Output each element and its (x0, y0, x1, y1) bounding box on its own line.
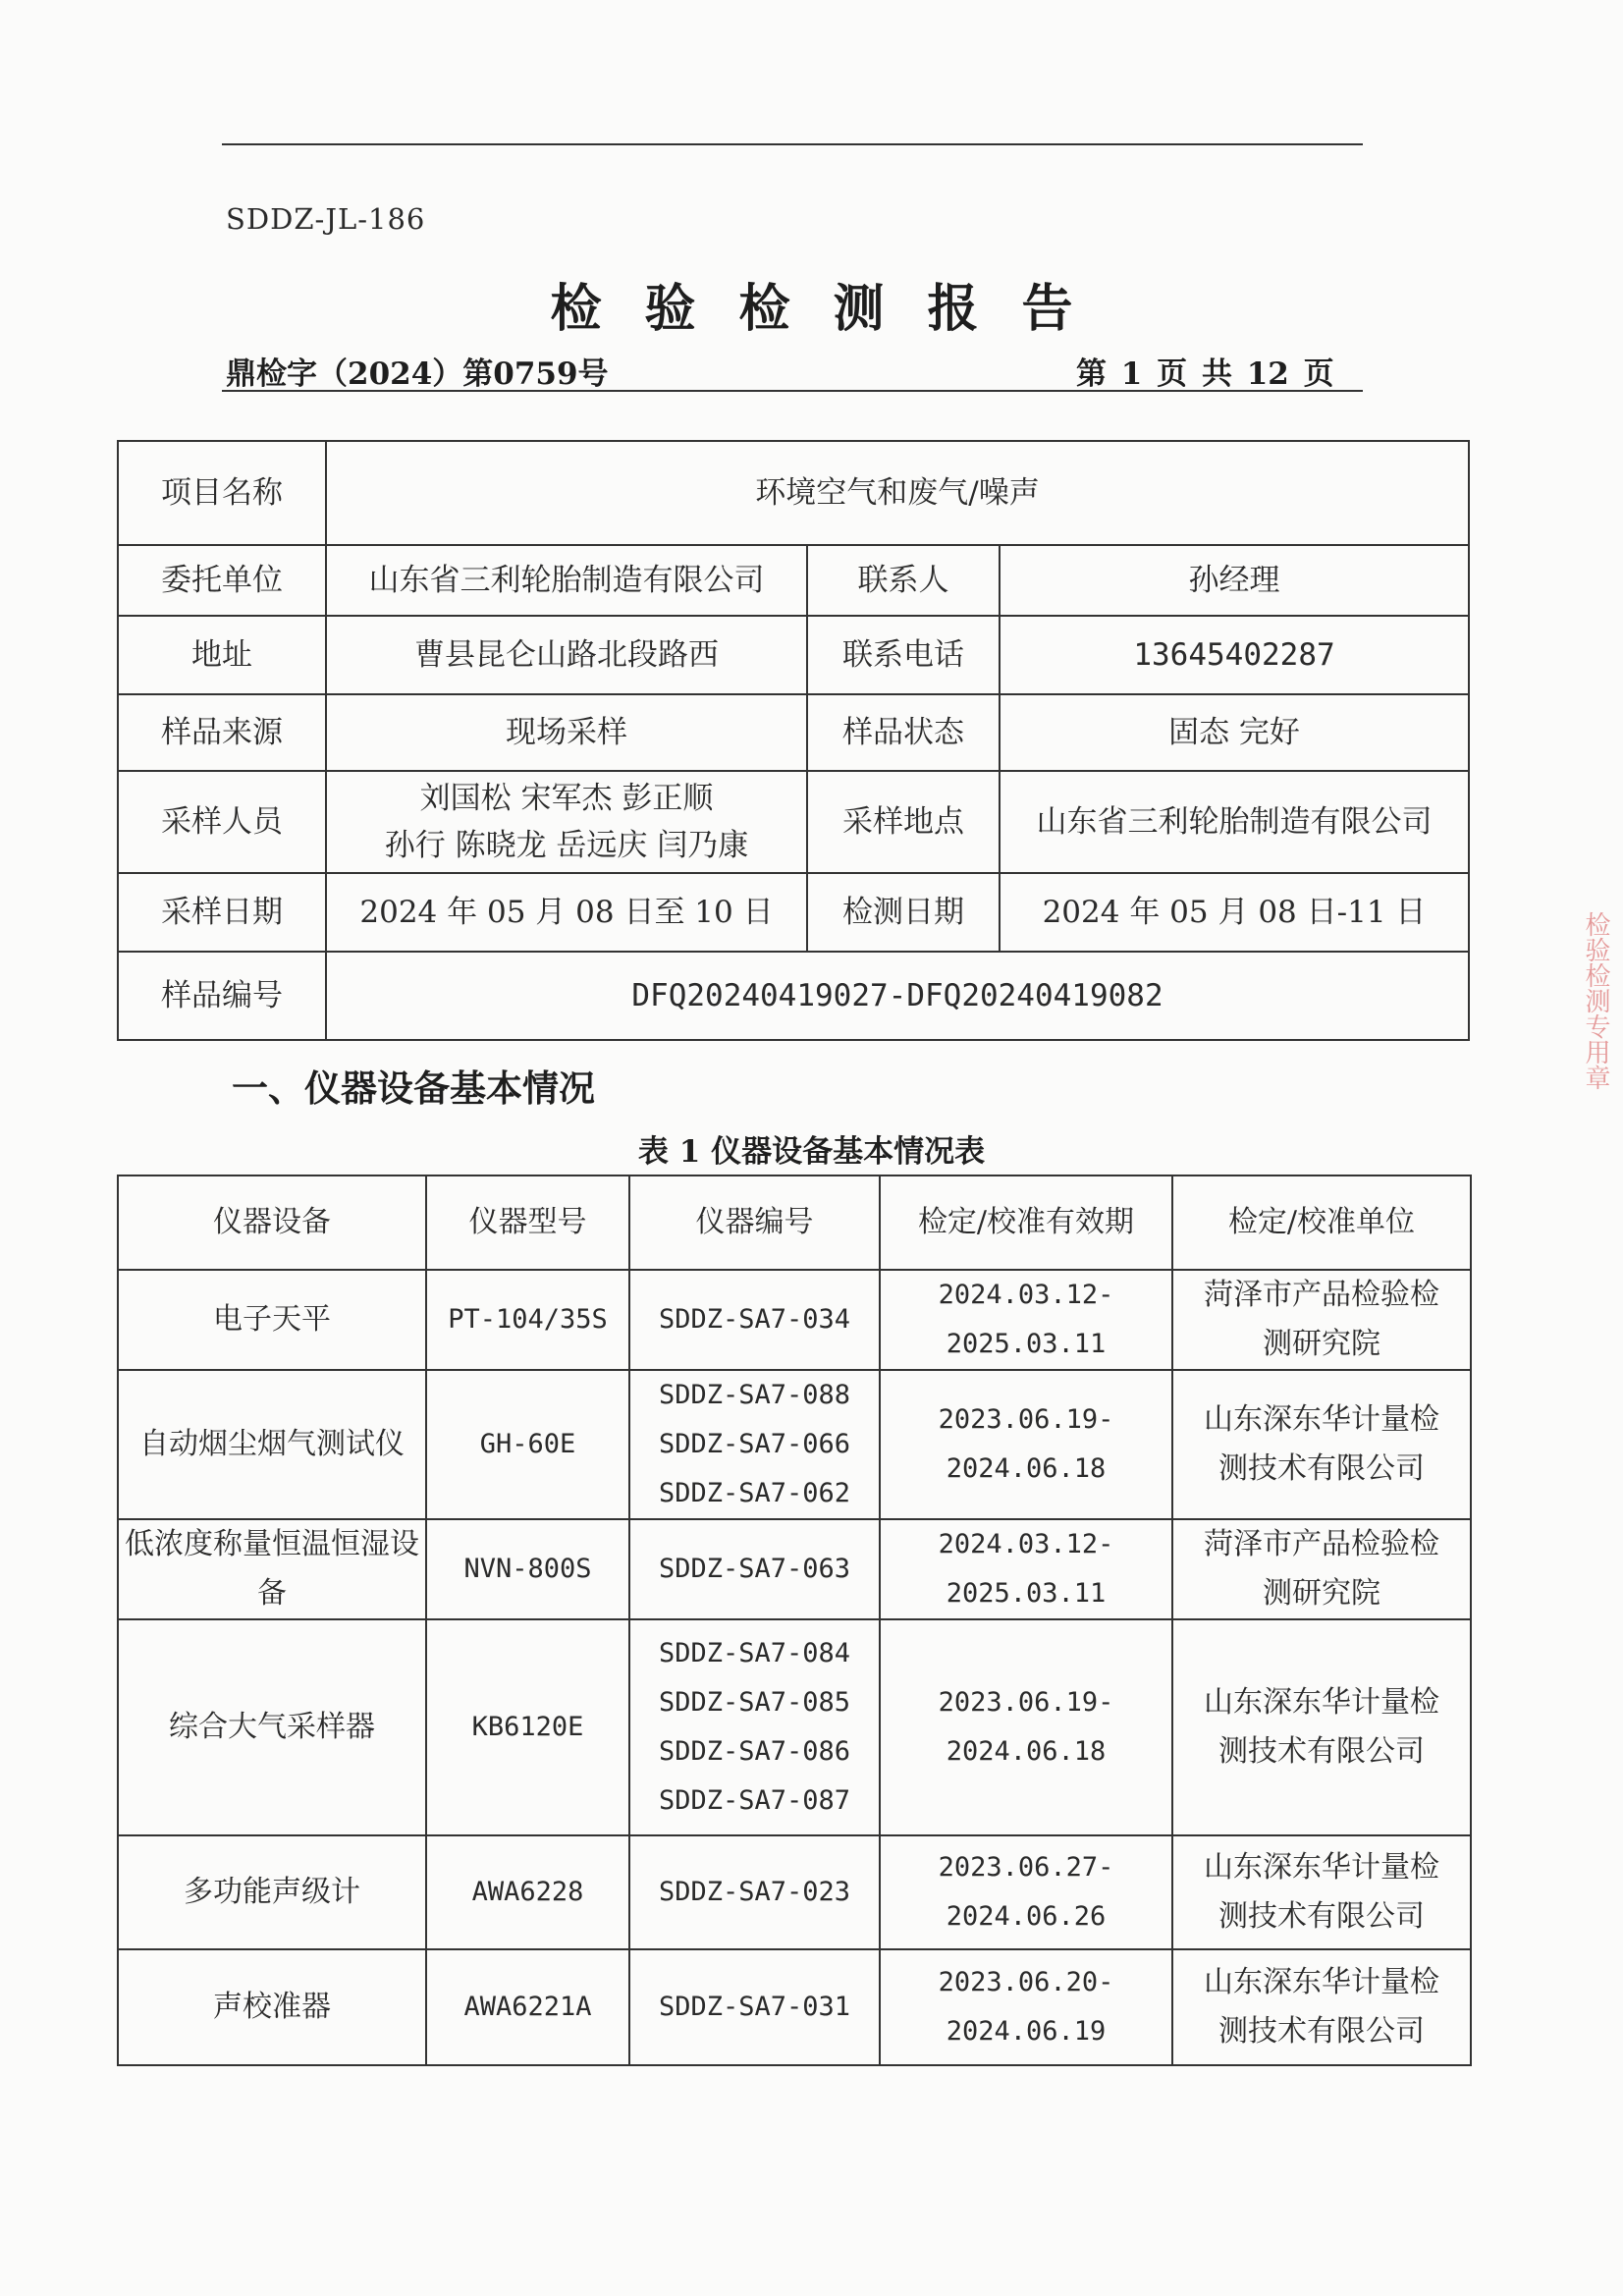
contact-label: 联系人 (807, 545, 1000, 616)
report-title: 检验检测报告 (550, 279, 1116, 339)
phone-label: 联系电话 (807, 616, 1000, 694)
table-row (118, 1835, 1471, 1949)
calibration-unit-line: 测技术有限公司 (1218, 1451, 1425, 1486)
equipment-header-row (118, 1175, 1471, 1270)
header-model: 仪器型号 (426, 1175, 629, 1270)
instrument-serial: SDDZ-SA7-066 (658, 1429, 851, 1459)
header-underline (222, 390, 1363, 392)
report-info-table (117, 440, 1470, 1041)
samplers-line-2: 孙行 陈晓龙 岳远庆 闫乃康 (384, 828, 749, 863)
instrument-serials (629, 1619, 880, 1835)
calibration-unit-line: 菏泽市产品检验检 (1204, 1527, 1439, 1561)
test-date-value: 2024 年 05 月 08 日-11 日 (1000, 873, 1469, 952)
instrument-model: GH-60E (426, 1370, 629, 1519)
address-value: 曹县昆仑山路北段路西 (326, 616, 807, 694)
calibration-unit-line: 测研究院 (1263, 1327, 1380, 1361)
calibration-validity (880, 1519, 1172, 1619)
calibration-unit (1172, 1270, 1471, 1370)
phone-value: 13645402287 (1000, 616, 1469, 694)
sample-source-value: 现场采样 (326, 694, 807, 771)
calibration-unit (1172, 1619, 1471, 1835)
validity-line: 2024.03.12- (938, 1280, 1114, 1310)
calibration-unit-line: 山东深东华计量检 (1204, 1965, 1439, 1999)
instrument-serials (629, 1949, 880, 2065)
instrument-model: AWA6228 (426, 1835, 629, 1949)
table-row (118, 1370, 1471, 1519)
instrument-serial: SDDZ-SA7-087 (658, 1785, 851, 1816)
instrument-serials (629, 1270, 880, 1370)
calibration-validity (880, 1270, 1172, 1370)
instrument-serials (629, 1370, 880, 1519)
calibration-unit-line: 测技术有限公司 (1218, 2014, 1425, 2049)
info-row-address (118, 616, 1469, 694)
info-row-source (118, 694, 1469, 771)
validity-line: 2023.06.19- (938, 1687, 1114, 1718)
document-number: 鼎检字（2024）第0759号 (226, 356, 609, 392)
info-row-client (118, 545, 1469, 616)
calibration-validity (880, 1619, 1172, 1835)
address-label: 地址 (118, 616, 326, 694)
header-calibration-unit: 检定/校准单位 (1172, 1175, 1471, 1270)
instrument-model: AWA6221A (426, 1949, 629, 2065)
instrument-model: PT-104/35S (426, 1270, 629, 1370)
info-row-dates (118, 873, 1469, 952)
calibration-validity (880, 1370, 1172, 1519)
sample-source-label: 样品来源 (118, 694, 326, 771)
instrument-serial: SDDZ-SA7-031 (658, 1992, 851, 2022)
info-row-sample-number (118, 952, 1469, 1040)
validity-line: 2023.06.27- (938, 1852, 1114, 1883)
samplers-line-1: 刘国松 宋军杰 彭正顺 (419, 781, 714, 816)
table-row (118, 1949, 1471, 2065)
instrument-serial: SDDZ-SA7-088 (658, 1380, 851, 1410)
calibration-unit-line: 菏泽市产品检验检 (1204, 1278, 1439, 1312)
header-instrument: 仪器设备 (118, 1175, 426, 1270)
instrument-serial: SDDZ-SA7-085 (658, 1687, 851, 1718)
table-caption: 表 1 仪器设备基本情况表 (637, 1134, 986, 1170)
samplers-label: 采样人员 (118, 771, 326, 873)
calibration-unit-line: 山东深东华计量检 (1204, 1402, 1439, 1437)
instrument-name: 电子天平 (118, 1270, 426, 1370)
project-name-value: 环境空气和废气/噪声 (326, 441, 1469, 545)
instrument-name: 多功能声级计 (118, 1835, 426, 1949)
table-row (118, 1619, 1471, 1835)
calibration-unit-line: 测技术有限公司 (1218, 1899, 1425, 1934)
instrument-serials (629, 1835, 880, 1949)
calibration-unit (1172, 1835, 1471, 1949)
info-row-samplers (118, 771, 1469, 873)
calibration-unit-line: 测研究院 (1263, 1576, 1380, 1611)
info-row-project (118, 441, 1469, 545)
instrument-name: 自动烟尘烟气测试仪 (118, 1370, 426, 1519)
sample-status-label: 样品状态 (807, 694, 1000, 771)
test-date-label: 检测日期 (807, 873, 1000, 952)
instrument-serial: SDDZ-SA7-023 (658, 1877, 851, 1907)
header-validity: 检定/校准有效期 (880, 1175, 1172, 1270)
client-value: 山东省三利轮胎制造有限公司 (326, 545, 807, 616)
section-heading: 一、仪器设备基本情况 (232, 1066, 595, 1110)
calibration-unit-line: 山东深东华计量检 (1204, 1685, 1439, 1720)
calibration-unit (1172, 1949, 1471, 2065)
samplers-value (326, 771, 807, 873)
calibration-unit-line: 山东深东华计量检 (1204, 1850, 1439, 1885)
project-name-label: 项目名称 (118, 441, 326, 545)
validity-line: 2024.06.18 (946, 1736, 1107, 1767)
instrument-serial: SDDZ-SA7-086 (658, 1736, 851, 1767)
instrument-serial: SDDZ-SA7-063 (658, 1554, 851, 1584)
sample-number-value: DFQ20240419027-DFQ20240419082 (326, 952, 1469, 1040)
header-serial: 仪器编号 (629, 1175, 880, 1270)
instrument-name: 综合大气采样器 (118, 1619, 426, 1835)
equipment-table-body (118, 1270, 1471, 2065)
page-indicator: 第 1 页 共 12 页 (1076, 356, 1334, 392)
validity-line: 2024.06.18 (946, 1453, 1107, 1484)
validity-line: 2024.03.12- (938, 1529, 1114, 1559)
instrument-model: KB6120E (426, 1619, 629, 1835)
sample-status-value: 固态 完好 (1000, 694, 1469, 771)
calibration-validity (880, 1949, 1172, 2065)
validity-line: 2024.06.26 (946, 1901, 1107, 1932)
table-row (118, 1519, 1471, 1619)
report-form-code: SDDZ-JL-186 (226, 202, 426, 236)
instrument-model: NVN-800S (426, 1519, 629, 1619)
calibration-unit (1172, 1519, 1471, 1619)
calibration-validity (880, 1835, 1172, 1949)
sampling-date-value: 2024 年 05 月 08 日至 10 日 (326, 873, 807, 952)
validity-line: 2025.03.11 (946, 1578, 1107, 1609)
instrument-name: 低浓度称量恒温恒湿设备 (118, 1519, 426, 1619)
instrument-serial: SDDZ-SA7-034 (658, 1304, 851, 1335)
table-row (118, 1270, 1471, 1370)
calibration-unit-line: 测技术有限公司 (1218, 1734, 1425, 1769)
validity-line: 2025.03.11 (946, 1329, 1107, 1359)
sampling-date-label: 采样日期 (118, 873, 326, 952)
sampling-location-label: 采样地点 (807, 771, 1000, 873)
instrument-name: 声校准器 (118, 1949, 426, 2065)
validity-line: 2023.06.20- (938, 1967, 1114, 1997)
sampling-location-value: 山东省三利轮胎制造有限公司 (1000, 771, 1469, 873)
instrument-serial: SDDZ-SA7-062 (658, 1478, 851, 1508)
contact-value: 孙经理 (1000, 545, 1469, 616)
validity-line: 2023.06.19- (938, 1404, 1114, 1435)
top-rule (222, 143, 1363, 145)
equipment-table (117, 1175, 1472, 2066)
validity-line: 2024.06.19 (946, 2016, 1107, 2047)
sample-number-label: 样品编号 (118, 952, 326, 1040)
seal-stamp-fragment: 检验检测专用章 (1581, 911, 1610, 1090)
instrument-serial: SDDZ-SA7-084 (658, 1638, 851, 1668)
calibration-unit (1172, 1370, 1471, 1519)
client-label: 委托单位 (118, 545, 326, 616)
instrument-serials (629, 1519, 880, 1619)
